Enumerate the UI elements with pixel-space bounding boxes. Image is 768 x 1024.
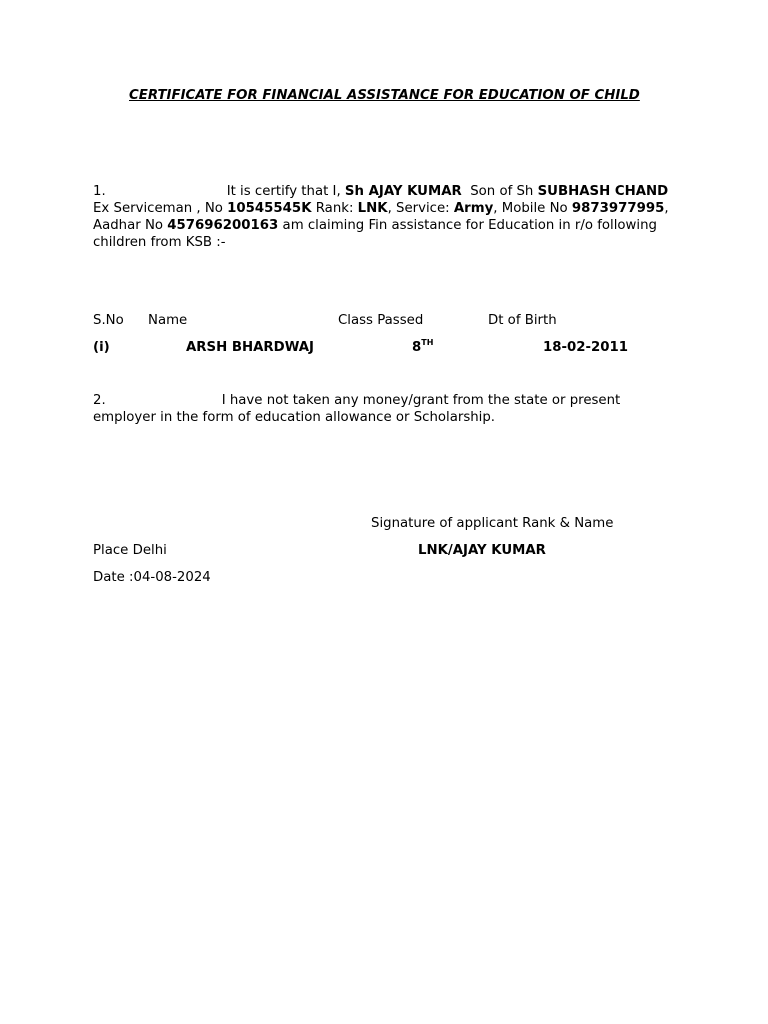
service-number: 10545545K [227, 201, 312, 216]
mobile-number: 9873977995 [571, 201, 665, 216]
signature-name: LNK/AJAY KUMAR [418, 543, 546, 558]
applicant-name: Sh AJAY KUMAR [344, 184, 462, 199]
header-name: Name [148, 313, 188, 328]
row-dob: 18-02-2011 [543, 340, 629, 355]
paragraph-2-number: 2. [93, 393, 106, 408]
header-class-passed: Class Passed [338, 313, 424, 328]
row-class: 8TH [412, 338, 434, 355]
paragraph-1-number: 1. [93, 184, 106, 199]
service: Army [453, 201, 494, 216]
date: Date :04-08-2024 [93, 570, 211, 585]
row-name: ARSH BHARDWAJ [186, 340, 315, 355]
document-title: CERTIFICATE FOR FINANCIAL ASSISTANCE FOR EDUCATION OF CHILD [129, 88, 640, 103]
place: Place Delhi [93, 543, 167, 558]
paragraph-2: 2. I have not taken any money/grant from the state or present employer in the form of education allowance or Scholarship. [93, 393, 621, 425]
rank: LNK [357, 201, 388, 216]
paragraph-1: 1. It is certify that I, Sh AJAY KUMAR Son of Sh SUBHASH CHAND Ex Serviceman , No 10545545K Rank: LNK, Service: Army, Mobile No 9873977995, Aadhar No 457696200163 am claiming Fin assistance for Education in r/o following children from KSB :- [93, 184, 669, 250]
signature-label: Signature of applicant Rank & Name [371, 516, 614, 531]
aadhar-number: 457696200163 [167, 218, 279, 233]
father-name: SUBHASH CHAND [537, 184, 669, 199]
header-sno: S.No [93, 313, 124, 328]
row-sno: (i) [93, 340, 110, 355]
header-dt-of-birth: Dt of Birth [488, 313, 557, 328]
